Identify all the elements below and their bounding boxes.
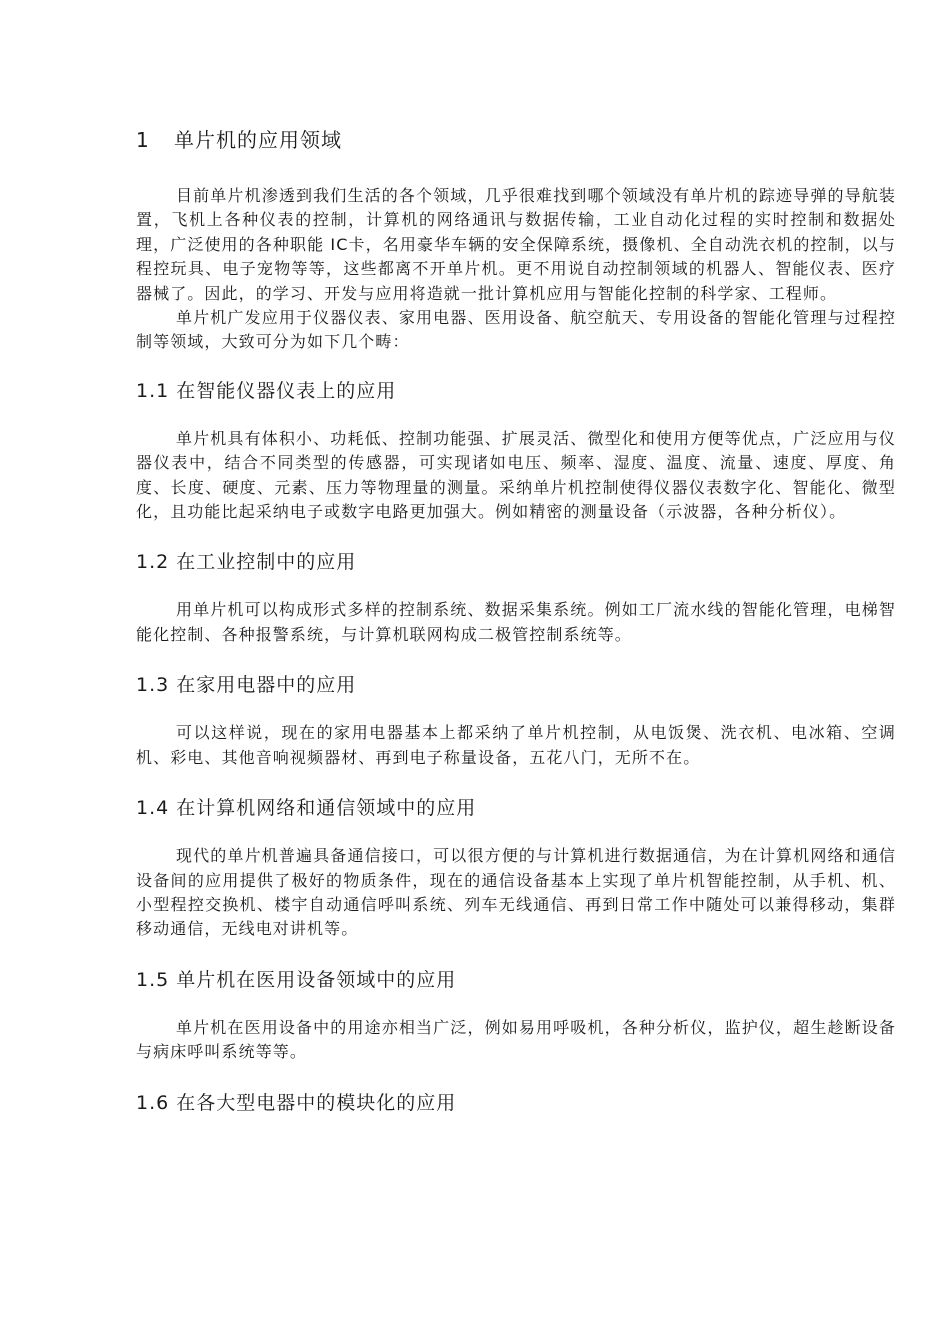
document-page	[136, 126, 896, 1139]
section-heading-1-3: 1.3 在家用电器中的应用	[136, 674, 357, 697]
chapter-heading	[136, 126, 896, 154]
section-text-1-3: 可以这样说，现在的家用电器基本上都采纳了单片机控制，从电饭煲、洗衣机、电冰箱、空调机、彩电、其他音响视频器材、再到电子称量设备，五花八门，无所不在。	[136, 723, 896, 767]
intro-paragraph-2: 单片机广发应用于仪器仪表、家用电器、医用设备、航空航天、专用设备的智能化管理与过程控制等领域，大致可分为如下几个畴：	[136, 308, 896, 352]
section-text-1-1: 单片机具有体积小、功耗低、控制功能强、扩展灵活、微型化和使用方便等优点，广泛应用与仪器仪表中，结合不同类型的传感器，可实现诸如电压、频率、湿度、温度、流量、速度、厚度、角度、长度、硬度、元素、压力等物理量的测量。采纳单片机控制使得仪器仪表数字化、智能化、微型化，且功能比起采纳电子或数字电路更加强大。例如精密的测量设备（示波器，各种分析仪）。	[136, 428, 896, 522]
section-text-1-5: 单片机在医用设备中的用途亦相当广泛，例如易用呼吸机，各种分析仪，监护仪，超生趁断设备与病床呼叫系统等等。	[136, 1017, 896, 1062]
section-heading-1-2: 1.2 在工业控制中的应用	[136, 551, 357, 574]
section-text-1-4: 现代的单片机普遍具备通信接口，可以很方便的与计算机进行数据通信，为在计算机网络和通信设备间的应用提供了极好的物质条件，现在的通信设备基本上实现了单片机智能控制，从手机、机、小型程控交换机、楼宇自动通信呼叫系统、列车无线通信、再到日常工作中随处可以兼得移动，集群移动通信，无线电对讲机等。	[136, 846, 896, 939]
chapter-number: 1	[136, 128, 150, 152]
section-heading-1-1: 1.1 在智能仪器仪表上的应用	[136, 379, 397, 402]
section-text-1-2: 用单片机可以构成形式多样的控制系统、数据采集系统。例如工厂流水线的智能化管理，电梯智能化控制、各种报警系统，与计算机联网构成二极管控制系统等。	[136, 600, 896, 644]
intro-paragraph-1: 目前单片机渗透到我们生活的各个领域，几乎很难找到哪个领域没有单片机的踪迹导弹的导航装置，飞机上各种仪表的控制，计算机的网络通讯与数据传输，工业自动化过程的实时控制和数据处理，广泛使用的各种职能 IC卡，名用豪华车辆的安全保障系统，摄像机、全自动洗衣机的控制，以与程控玩具、电子宠物等等，这些都离不开单片机。更不用说自动控制领域的机器人、智能仪表、医疗器械了。因此，的学习、开发与应用将造就一批计算机应用与智能化控制的科学家、工程师。	[136, 186, 896, 303]
section-heading-1-4: 1.4 在计算机网络和通信领域中的应用	[136, 797, 477, 820]
chapter-title: 单片机的应用领域	[174, 128, 342, 152]
section-heading-1-6: 1.6 在各大型电器中的模块化的应用	[136, 1091, 457, 1114]
section-heading-1-5: 1.5 单片机在医用设备领域中的应用	[136, 968, 457, 991]
